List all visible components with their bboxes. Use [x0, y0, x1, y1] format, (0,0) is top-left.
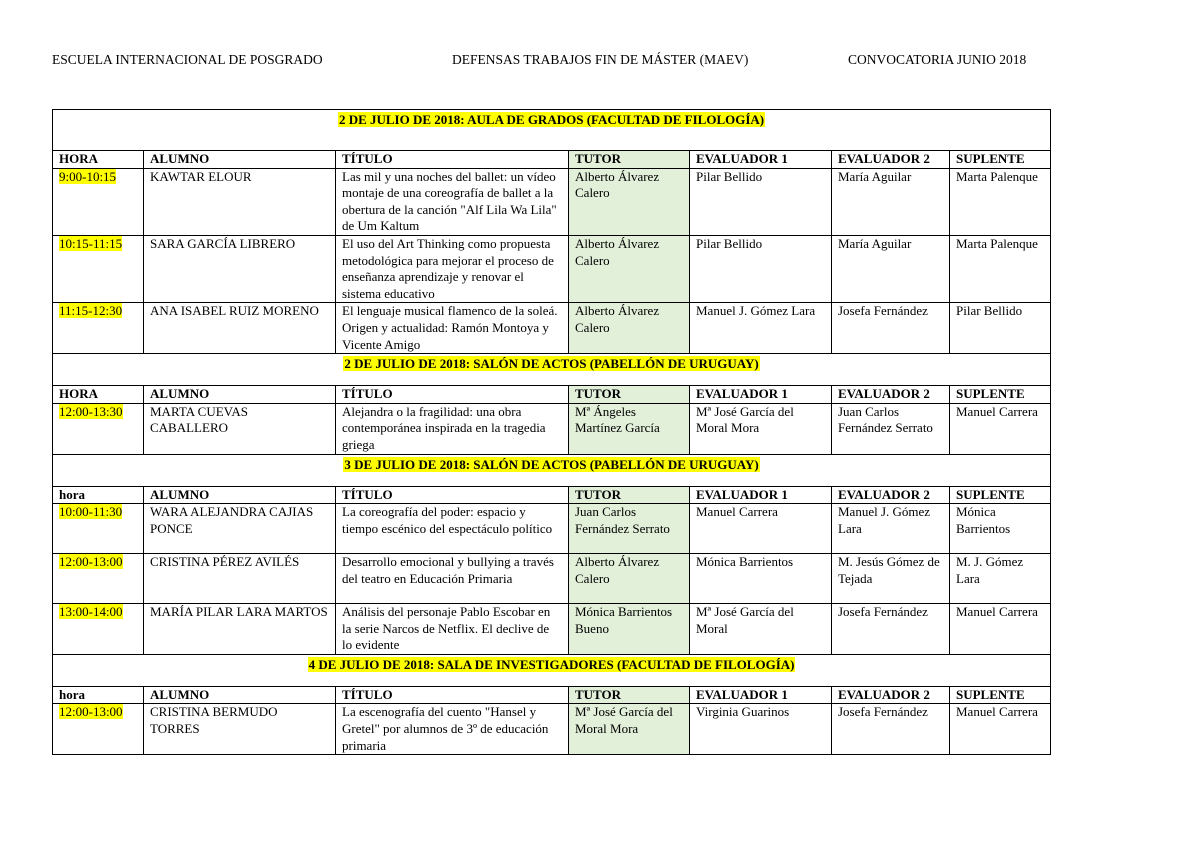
thesis-title-cell: Desarrollo emocional y bullying a través del teatro en Educación Primaria [336, 554, 569, 604]
student-cell: MARTA CUEVAS CABALLERO [144, 403, 336, 454]
section-title: 2 DE JULIO DE 2018: SALÓN DE ACTOS (PABELLÓN DE URUGUAY) [344, 356, 759, 372]
substitute-cell: Marta Palenque [950, 168, 1051, 235]
column-header: hora [53, 686, 144, 704]
header-document-title: DEFENSAS TRABAJOS FIN DE MÁSTER (MAEV) [452, 52, 749, 67]
substitute-cell: Pilar Bellido [950, 303, 1051, 354]
column-header: ALUMNO [144, 386, 336, 404]
section-title-row [53, 354, 1051, 386]
column-header: EVALUADOR 1 [690, 386, 832, 404]
column-header: SUPLENTE [950, 486, 1051, 504]
time-slot: 13:00-14:00 [59, 604, 123, 620]
table-row [53, 303, 1051, 354]
column-header: ALUMNO [144, 151, 336, 169]
column-header: TUTOR [569, 486, 690, 504]
table-row [53, 704, 1051, 755]
column-header: ALUMNO [144, 486, 336, 504]
table-row [53, 604, 1051, 655]
hora-cell [53, 403, 144, 454]
substitute-cell: Marta Palenque [950, 235, 1051, 302]
time-slot: 10:15-11:15 [59, 235, 123, 251]
substitute-cell: M. J. Gómez Lara [950, 554, 1051, 604]
time-slot: 10:00-11:30 [59, 504, 123, 520]
thesis-title-cell: Alejandra o la fragilidad: una obra contemporánea inspirada en la tragedia griega [336, 403, 569, 454]
column-header: EVALUADOR 2 [832, 386, 950, 404]
time-slot: 11:15-12:30 [59, 303, 123, 319]
section-title: 3 DE JULIO DE 2018: SALÓN DE ACTOS (PABELLÓN DE URUGUAY) [344, 456, 759, 472]
substitute-cell: Mónica Barrientos [950, 504, 1051, 554]
section-title-cell [53, 454, 1051, 486]
column-header: HORA [53, 151, 144, 169]
substitute-cell: Manuel Carrera [950, 604, 1051, 655]
table-row [53, 168, 1051, 235]
hora-cell [53, 504, 144, 554]
thesis-title-cell: La escenografía del cuento "Hansel y Gretel" por alumnos de 3º de educación primaria [336, 704, 569, 755]
column-header: HORA [53, 386, 144, 404]
evaluator1-cell: Virginia Guarinos [690, 704, 832, 755]
column-header-row [53, 151, 1051, 169]
column-header-row [53, 386, 1051, 404]
evaluator2-cell: Josefa Fernández [832, 604, 950, 655]
column-header: TUTOR [569, 151, 690, 169]
time-slot: 9:00-10:15 [59, 168, 117, 184]
evaluator2-cell: M. Jesús Gómez de Tejada [832, 554, 950, 604]
table-row [53, 235, 1051, 302]
time-slot: 12:00-13:30 [59, 403, 123, 419]
evaluator2-cell: María Aguilar [832, 168, 950, 235]
column-header: EVALUADOR 1 [690, 686, 832, 704]
tutor-cell: Mónica Barrientos Bueno [569, 604, 690, 655]
tutor-cell: Alberto Álvarez Calero [569, 303, 690, 354]
tutor-cell: Alberto Álvarez Calero [569, 554, 690, 604]
section-title-row [53, 454, 1051, 486]
evaluator1-cell: Mª José García del Moral [690, 604, 832, 655]
thesis-title-cell: Las mil y una noches del ballet: un vídeo montaje de una coreografía de ballet a la obertura de la canción "Alf Lila Wa Lila" de Um Kaltum [336, 168, 569, 235]
evaluator2-cell: Josefa Fernández [832, 704, 950, 755]
time-slot: 12:00-13:00 [59, 554, 123, 570]
thesis-title-cell: La coreografía del poder: espacio y tiempo escénico del espectáculo político [336, 504, 569, 554]
thesis-title-cell: El lenguaje musical flamenco de la soleá. Origen y actualidad: Ramón Montoya y Vicente Amigo [336, 303, 569, 354]
column-header: EVALUADOR 1 [690, 151, 832, 169]
column-header: EVALUADOR 2 [832, 151, 950, 169]
section-title-cell [53, 654, 1051, 686]
evaluator1-cell: Mª José García del Moral Mora [690, 403, 832, 454]
evaluator1-cell: Pilar Bellido [690, 235, 832, 302]
tutor-cell: Alberto Álvarez Calero [569, 168, 690, 235]
evaluator1-cell: Mónica Barrientos [690, 554, 832, 604]
column-header: TÍTULO [336, 151, 569, 169]
column-header-row [53, 686, 1051, 704]
column-header: SUPLENTE [950, 686, 1051, 704]
column-header-row [53, 486, 1051, 504]
student-cell: ANA ISABEL RUIZ MORENO [144, 303, 336, 354]
evaluator1-cell: Manuel J. Gómez Lara [690, 303, 832, 354]
section-title-cell [53, 110, 1051, 151]
tutor-cell: Alberto Álvarez Calero [569, 235, 690, 302]
column-header: TUTOR [569, 686, 690, 704]
evaluator1-cell: Manuel Carrera [690, 504, 832, 554]
section-title: 2 DE JULIO DE 2018: AULA DE GRADOS (FACULTAD DE FILOLOGÍA) [338, 112, 765, 127]
student-cell: MARÍA PILAR LARA MARTOS [144, 604, 336, 655]
header-school: ESCUELA INTERNACIONAL DE POSGRADO [52, 52, 323, 67]
column-header: hora [53, 486, 144, 504]
tutor-cell: Mª Ángeles Martínez García [569, 403, 690, 454]
section-title-cell [53, 354, 1051, 386]
column-header: TUTOR [569, 386, 690, 404]
hora-cell [53, 704, 144, 755]
evaluator2-cell: Josefa Fernández [832, 303, 950, 354]
thesis-title-cell: El uso del Art Thinking como propuesta metodológica para mejorar el proceso de enseñanza aprendizaje y renovar el sistema educativo [336, 235, 569, 302]
student-cell: KAWTAR ELOUR [144, 168, 336, 235]
tutor-cell: Juan Carlos Fernández Serrato [569, 504, 690, 554]
hora-cell [53, 554, 144, 604]
header-convocatoria: CONVOCATORIA JUNIO 2018 [848, 52, 1027, 67]
student-cell: WARA ALEJANDRA CAJIAS PONCE [144, 504, 336, 554]
column-header: TÍTULO [336, 486, 569, 504]
evaluator2-cell: Manuel J. Gómez Lara [832, 504, 950, 554]
column-header: TÍTULO [336, 686, 569, 704]
hora-cell [53, 235, 144, 302]
evaluator2-cell: Juan Carlos Fernández Serrato [832, 403, 950, 454]
section-title: 4 DE JULIO DE 2018: SALA DE INVESTIGADORES (FACULTAD DE FILOLOGÍA) [308, 656, 795, 672]
time-slot: 12:00-13:00 [59, 704, 123, 720]
substitute-cell: Manuel Carrera [950, 403, 1051, 454]
section-title-row [53, 654, 1051, 686]
tutor-cell: Mª José García del Moral Mora [569, 704, 690, 755]
column-header: TÍTULO [336, 386, 569, 404]
schedule-table [52, 109, 1051, 755]
column-header: SUPLENTE [950, 151, 1051, 169]
student-cell: SARA GARCÍA LIBRERO [144, 235, 336, 302]
hora-cell [53, 604, 144, 655]
column-header: EVALUADOR 1 [690, 486, 832, 504]
column-header: EVALUADOR 2 [832, 486, 950, 504]
substitute-cell: Manuel Carrera [950, 704, 1051, 755]
student-cell: CRISTINA PÉREZ AVILÉS [144, 554, 336, 604]
hora-cell [53, 303, 144, 354]
column-header: SUPLENTE [950, 386, 1051, 404]
evaluator1-cell: Pilar Bellido [690, 168, 832, 235]
column-header: ALUMNO [144, 686, 336, 704]
table-row [53, 504, 1051, 554]
evaluator2-cell: María Aguilar [832, 235, 950, 302]
hora-cell [53, 168, 144, 235]
table-row [53, 554, 1051, 604]
table-row [53, 403, 1051, 454]
section-title-row [53, 110, 1051, 151]
thesis-title-cell: Análisis del personaje Pablo Escobar en la serie Narcos de Netflix. El declive de lo evidente [336, 604, 569, 655]
student-cell: CRISTINA BERMUDO TORRES [144, 704, 336, 755]
column-header: EVALUADOR 2 [832, 686, 950, 704]
